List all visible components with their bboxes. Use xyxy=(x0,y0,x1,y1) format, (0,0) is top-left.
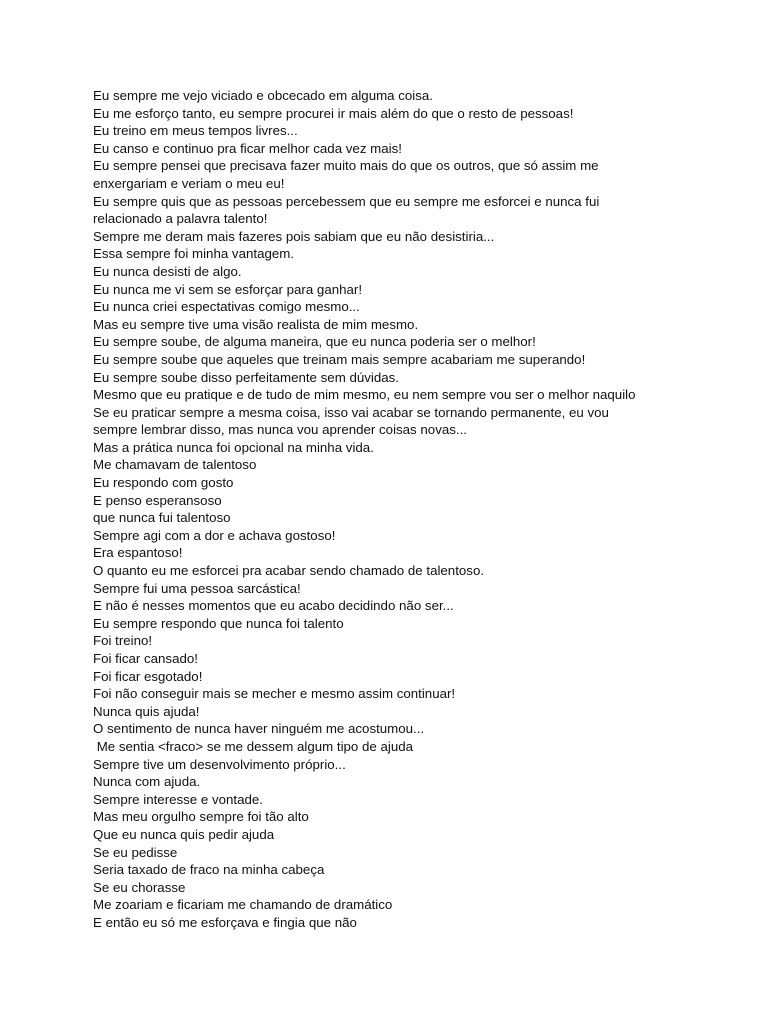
text-line: E penso esperansoso xyxy=(93,492,222,508)
text-line: Mesmo que eu pratique e de tudo de mim mesmo, eu nem sempre vou ser o melhor naquilo xyxy=(93,387,636,403)
text-line: Eu nunca desisti de algo. xyxy=(93,263,242,279)
text-line: Foi ficar cansado! xyxy=(93,651,198,666)
text-line: relacionado a palavra talento! xyxy=(93,211,268,227)
text-line: Eu nunca criei espectativas comigo mesmo... xyxy=(93,299,360,315)
text-line: sempre lembrar disso, mas nunca vou aprender coisas novas... xyxy=(93,422,467,438)
text-line: Me zoariam e ficariam me chamando de dramático xyxy=(93,897,393,913)
text-line: Que eu nunca quis pedir ajuda xyxy=(93,826,275,842)
text-line: Se eu chorasse xyxy=(93,879,186,895)
text-line: Mas meu orgulho sempre foi tão alto xyxy=(93,809,309,825)
text-line: Sempre me deram mais fazeres pois sabiam que eu não desistiria... xyxy=(93,228,495,244)
text-line: Eu treino em meus tempos livres... xyxy=(93,123,298,139)
text-line: Foi ficar esgotado! xyxy=(93,668,203,684)
text-line: Seria taxado de fraco na minha cabeça xyxy=(93,862,325,878)
text-line: Me chamavam de talentoso xyxy=(93,457,257,473)
document-body xyxy=(93,87,693,932)
text-line: Se eu pedisse xyxy=(93,844,178,860)
text-line: E então eu só me esforçava e fingia que não xyxy=(93,914,357,930)
text-line: Eu sempre me vejo viciado e obcecado em alguma coisa. xyxy=(93,88,433,103)
text-line: Eu sempre quis que as pessoas percebessem que eu sempre me esforcei e nunca fui xyxy=(93,193,600,209)
text-line: Mas a prática nunca foi opcional na minha vida. xyxy=(93,439,374,455)
text-line: Foi não conseguir mais se mecher e mesmo assim continuar! xyxy=(93,686,456,702)
text-line: Eu sempre soube disso perfeitamente sem dúvidas. xyxy=(93,369,399,385)
text-line: Era espantoso! xyxy=(93,545,183,561)
text-line: Sempre interesse e vontade. xyxy=(93,791,264,807)
text-line: Eu sempre pensei que precisava fazer muito mais do que os outros, que só assim me xyxy=(93,158,599,174)
text-line: O quanto eu me esforcei pra acabar sendo chamado de talentoso. xyxy=(93,563,485,579)
text-line: Mas eu sempre tive uma visão realista de mim mesmo. xyxy=(93,316,419,332)
text-line: Eu respondo com gosto xyxy=(93,475,234,491)
text-line: Foi treino! xyxy=(93,633,153,649)
text-line: Sempre tive um desenvolvimento próprio... xyxy=(93,756,346,772)
text-line: Essa sempre foi minha vantagem. xyxy=(93,246,295,262)
text-line: Me sentia <fraco> se me dessem algum tipo de ajuda xyxy=(93,738,414,754)
text-line: O sentimento de nunca haver ninguém me acostumou... xyxy=(93,721,425,737)
text-line: Eu canso e continuo pra ficar melhor cada vez mais! xyxy=(93,140,402,156)
text-line: Sempre fui uma pessoa sarcástica! xyxy=(93,580,301,596)
text-line: Se eu praticar sempre a mesma coisa, isso vai acabar se tornando permanente, eu vou xyxy=(93,404,609,420)
text-line: Eu me esforço tanto, eu sempre procurei ir mais além do que o resto de pessoas! xyxy=(93,105,574,121)
text-line: Eu sempre soube que aqueles que treinam mais sempre acabariam me superando! xyxy=(93,351,586,367)
text-line: E não é nesses momentos que eu acabo decidindo não ser... xyxy=(93,598,454,614)
text-line: que nunca fui talentoso xyxy=(93,510,231,526)
text-line: enxergariam e veriam o meu eu! xyxy=(93,175,285,191)
text-line: Eu nunca me vi sem se esforçar para ganhar! xyxy=(93,281,363,297)
text-line: Nunca com ajuda. xyxy=(93,774,201,790)
text-line: Eu sempre soube, de alguma maneira, que eu nunca poderia ser o melhor! xyxy=(93,334,536,350)
text-line: Sempre agi com a dor e achava gostoso! xyxy=(93,527,336,543)
text-line: Eu sempre respondo que nunca foi talento xyxy=(93,615,344,631)
text-line: Nunca quis ajuda! xyxy=(93,703,200,719)
